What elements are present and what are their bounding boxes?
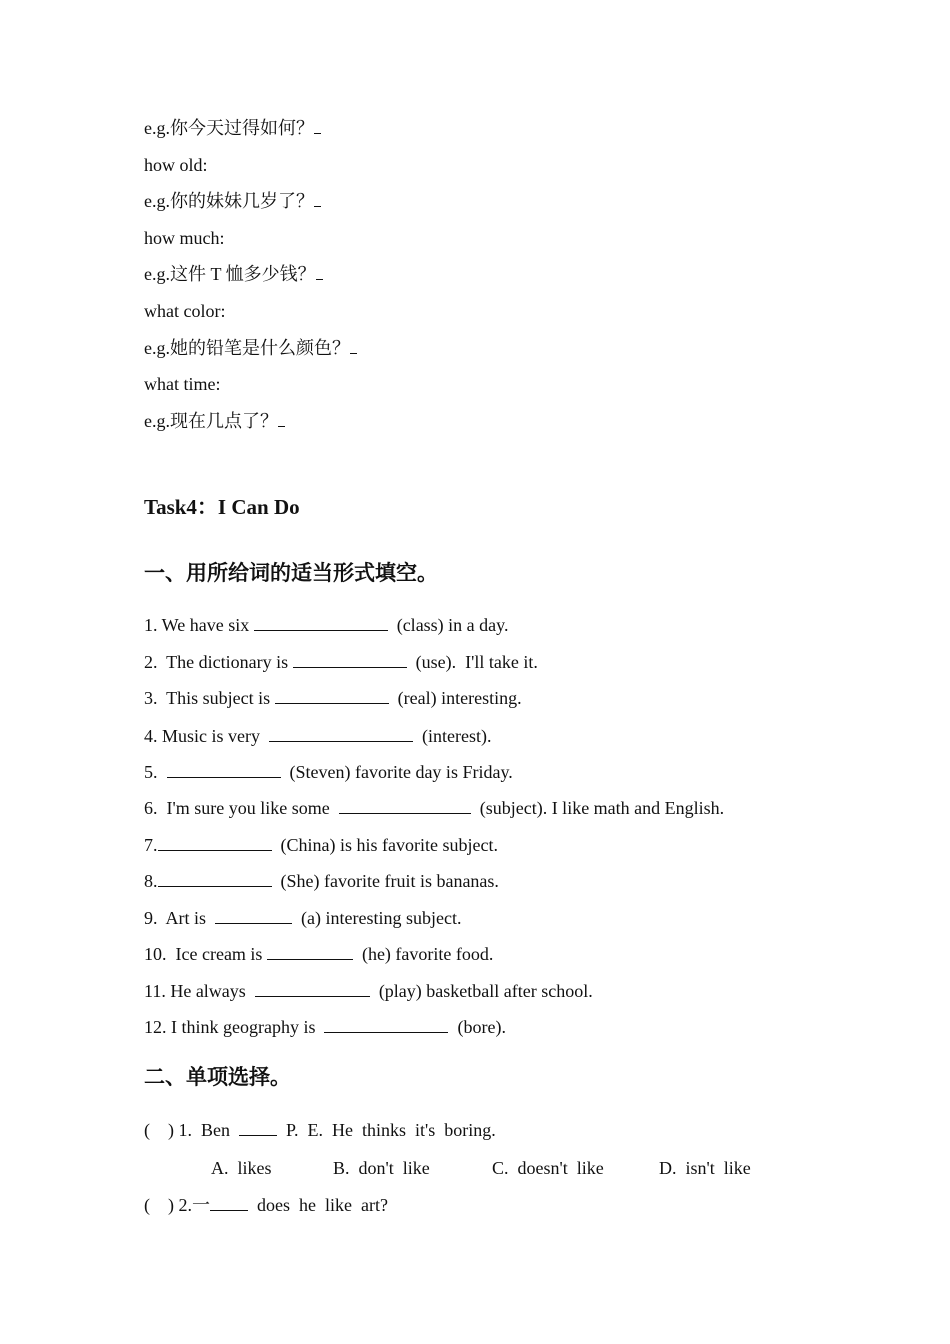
- answer-paren[interactable]: ( ): [144, 1120, 174, 1140]
- option-a[interactable]: A. likes: [211, 1158, 272, 1178]
- answer-blank[interactable]: [255, 980, 370, 997]
- example-heading: what time:: [144, 374, 221, 394]
- section-title-fill: 一、用所给词的适当形式填空。: [144, 561, 438, 585]
- answer-blank[interactable]: [278, 410, 285, 427]
- fill-item: 3. This subject is (real) interesting.: [144, 688, 522, 708]
- fill-item: 4. Music is very (interest).: [144, 726, 492, 746]
- mc-question: ( ) 1. Ben P. E. He thinks it's boring.: [144, 1120, 496, 1140]
- answer-blank[interactable]: [350, 337, 357, 354]
- answer-blank[interactable]: [339, 797, 471, 814]
- example-prompt: e.g.这件 T 恤多少钱？: [144, 263, 323, 285]
- example-prompt: e.g.你今天过得如何？: [144, 117, 321, 139]
- answer-blank[interactable]: [269, 725, 413, 742]
- section-title-choice: 二、单项选择。: [144, 1065, 291, 1089]
- fill-item: 11. He always (play) basketball after school.: [144, 981, 593, 1001]
- answer-blank[interactable]: [314, 117, 321, 134]
- answer-blank[interactable]: [275, 687, 389, 704]
- answer-blank: [239, 1119, 277, 1136]
- option-c[interactable]: C. doesn't like: [492, 1158, 604, 1178]
- fill-item: 5. (Steven) favorite day is Friday.: [144, 762, 513, 782]
- answer-blank[interactable]: [215, 907, 292, 924]
- mc-question: ( ) 2.一 does he like art?: [144, 1195, 388, 1215]
- fill-item: 12. I think geography is (bore).: [144, 1017, 506, 1037]
- example-prompt: e.g.现在几点了？: [144, 410, 285, 432]
- answer-blank[interactable]: [254, 614, 388, 631]
- task-title: Task4：I Can Do: [144, 495, 300, 519]
- answer-blank[interactable]: [316, 263, 323, 280]
- answer-blank[interactable]: [324, 1016, 448, 1033]
- example-heading: how much:: [144, 228, 225, 248]
- answer-blank[interactable]: [314, 190, 321, 207]
- fill-item: 8. (She) favorite fruit is bananas.: [144, 871, 499, 891]
- answer-blank[interactable]: [267, 943, 353, 960]
- fill-item: 6. I'm sure you like some (subject). I like math and English.: [144, 798, 725, 818]
- example-heading: how old:: [144, 155, 208, 175]
- fill-item: 2. The dictionary is (use). I'll take it.: [144, 652, 538, 672]
- answer-blank[interactable]: [158, 834, 272, 851]
- example-heading: what color:: [144, 301, 226, 321]
- example-prompt: e.g.你的妹妹几岁了？: [144, 190, 321, 212]
- answer-paren[interactable]: ( ): [144, 1195, 174, 1215]
- answer-blank[interactable]: [158, 870, 272, 887]
- option-b[interactable]: B. don't like: [333, 1158, 430, 1178]
- example-prompt: e.g.她的铅笔是什么颜色？: [144, 337, 357, 359]
- answer-blank[interactable]: [167, 761, 281, 778]
- fill-item: 7. (China) is his favorite subject.: [144, 835, 498, 855]
- fill-item: 10. Ice cream is (he) favorite food.: [144, 944, 494, 964]
- fill-item: 1. We have six (class) in a day.: [144, 615, 509, 635]
- answer-blank: [210, 1194, 248, 1211]
- option-d[interactable]: D. isn't like: [659, 1158, 751, 1178]
- answer-blank[interactable]: [293, 651, 407, 668]
- fill-item: 9. Art is (a) interesting subject.: [144, 908, 462, 928]
